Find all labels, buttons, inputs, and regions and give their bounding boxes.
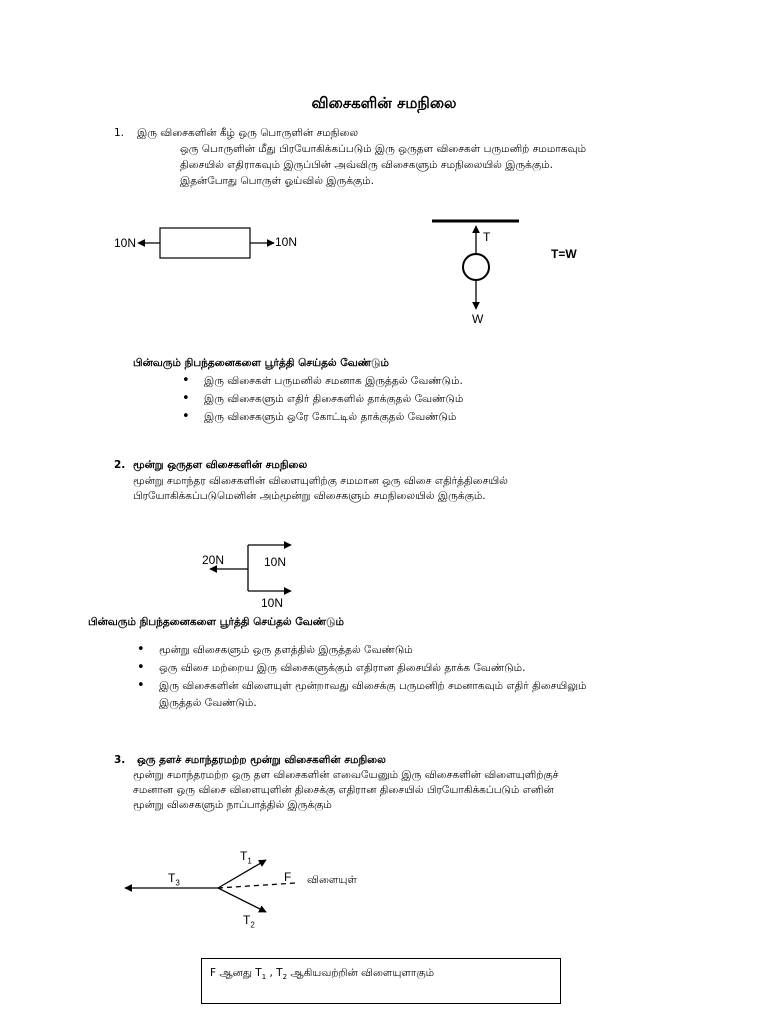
note-text: F ஆனது $T_1$ , $T_2$ ஆகியவற்றின் விளையுளாகும் bbox=[210, 967, 435, 982]
section-1-line: இதன்போது பொருள் ஓய்வில் இருக்கும். bbox=[180, 175, 374, 187]
section-2-line: பிரயோகிக்கப்படுமெனின் அம்மூன்று விசைகளும் சமநிலையில் இருக்கும். bbox=[133, 490, 486, 502]
list-item-continuation: இருத்தல் வேண்டும். bbox=[159, 697, 257, 709]
section-1-conditions-list bbox=[182, 372, 463, 426]
resultant-label: விளையுள் bbox=[307, 874, 357, 886]
section-3-number: 3. bbox=[114, 754, 126, 766]
section-1-heading: இரு விசைகளின் கீழ் ஒரு பொருளின் சமநிலை bbox=[137, 127, 359, 139]
right-force-label: 10N bbox=[275, 235, 298, 249]
f-label: F bbox=[284, 870, 292, 884]
section-2-number: 2. bbox=[114, 459, 126, 471]
weight-label: W bbox=[472, 312, 484, 326]
tension-label: T bbox=[483, 230, 491, 244]
section-2-conditions-list bbox=[137, 641, 587, 695]
body-box bbox=[160, 228, 250, 258]
section-3-heading: ஒரு தளச் சமாந்தரமற்ற மூன்று விசைகளின் சமநிலை bbox=[137, 754, 386, 766]
mass-circle bbox=[463, 254, 489, 280]
equation-label: T=W bbox=[551, 247, 577, 261]
section-2-conditions-heading: பின்வரும் நிபந்தனைகளை பூர்த்தி செய்தல் வேண்டும் bbox=[88, 616, 344, 628]
list-item: • இரு விசைகளும் ஒரே கோட்டில் தாக்குதல் வேண்டும் bbox=[182, 408, 463, 426]
t2-arrow bbox=[218, 888, 266, 912]
section-1-line: திசையில் எதிராகவும் இருப்பின் அவ்விரு விசைகளும் சமநிலையில் இருக்கும். bbox=[180, 159, 553, 171]
section-2-line: மூன்று சமாந்தர விசைகளின் விளையுளிற்கு சமமான ஒரு விசை எதிர்த்திசையில் bbox=[133, 475, 508, 487]
section-3-line: சமனான ஒரு விசை விளையுளின் திசைக்கு எதிரான திசையில் பிரயோகிக்கப்படும் எனின் bbox=[133, 784, 554, 796]
list-item: • இரு விசைகளும் எதிர் திசைகளில் தாக்குதல் வேண்டும் bbox=[182, 390, 463, 408]
top-force-label: 10N bbox=[264, 555, 287, 569]
section-3-line: மூன்று விசைகளும் நாப்பாத்தில் இருக்கும் bbox=[133, 799, 332, 811]
t2-label: $T_2$ bbox=[243, 913, 255, 930]
left-force-label: 20N bbox=[202, 553, 225, 567]
bottom-force-label: 10N bbox=[261, 596, 284, 610]
section-3-line: மூன்று சமாந்தரமற்ற ஒரு தள விசைகளின் எவையேனும் இரு விசைகளின் விளையுளிற்குச் bbox=[133, 769, 559, 781]
section-2-heading: மூன்று ஒருதள விசைகளின் சமநிலை bbox=[133, 459, 308, 471]
list-item: • ஒரு விசை மற்றைய இரு விசைகளுக்கும் எதிரான திசையில் தாக்க வேண்டும். bbox=[137, 659, 587, 677]
list-item: • இரு விசைகள் பருமனில் சமனாக இருத்தல் வேண்டும். bbox=[182, 372, 463, 390]
left-force-label: 10N bbox=[114, 236, 137, 250]
list-item: • இரு விசைகளின் விளையுள் மூன்றாவது விசைக்கு பருமனிற் சமனாகவும் எதிர் திசையிலும் bbox=[137, 677, 587, 695]
hanging-mass-diagram bbox=[432, 221, 519, 309]
page-title: விசைகளின் சமநிலை bbox=[311, 94, 457, 112]
list-item: • மூன்று விசைகளும் ஒரு தளத்தில் இருத்தல் வேண்டும் bbox=[137, 641, 587, 659]
t3-label: $T_3$ bbox=[168, 871, 180, 888]
note-box bbox=[201, 958, 561, 1004]
box-force-diagram bbox=[138, 228, 274, 258]
section-1-number: 1. bbox=[114, 127, 125, 139]
t1-label: $T_1$ bbox=[240, 849, 252, 866]
section-1-conditions-heading: பின்வரும் நிபந்தனைகளை பூர்த்தி செய்தல் வேண்டும் bbox=[133, 357, 389, 369]
section-1-line: ஒரு பொருளின் மீது பிரயோகிக்கப்படும் இரு ஒருதள விசைகள் பருமனிற் சமமாகவும் bbox=[180, 143, 587, 155]
non-parallel-forces-diagram bbox=[125, 860, 296, 912]
